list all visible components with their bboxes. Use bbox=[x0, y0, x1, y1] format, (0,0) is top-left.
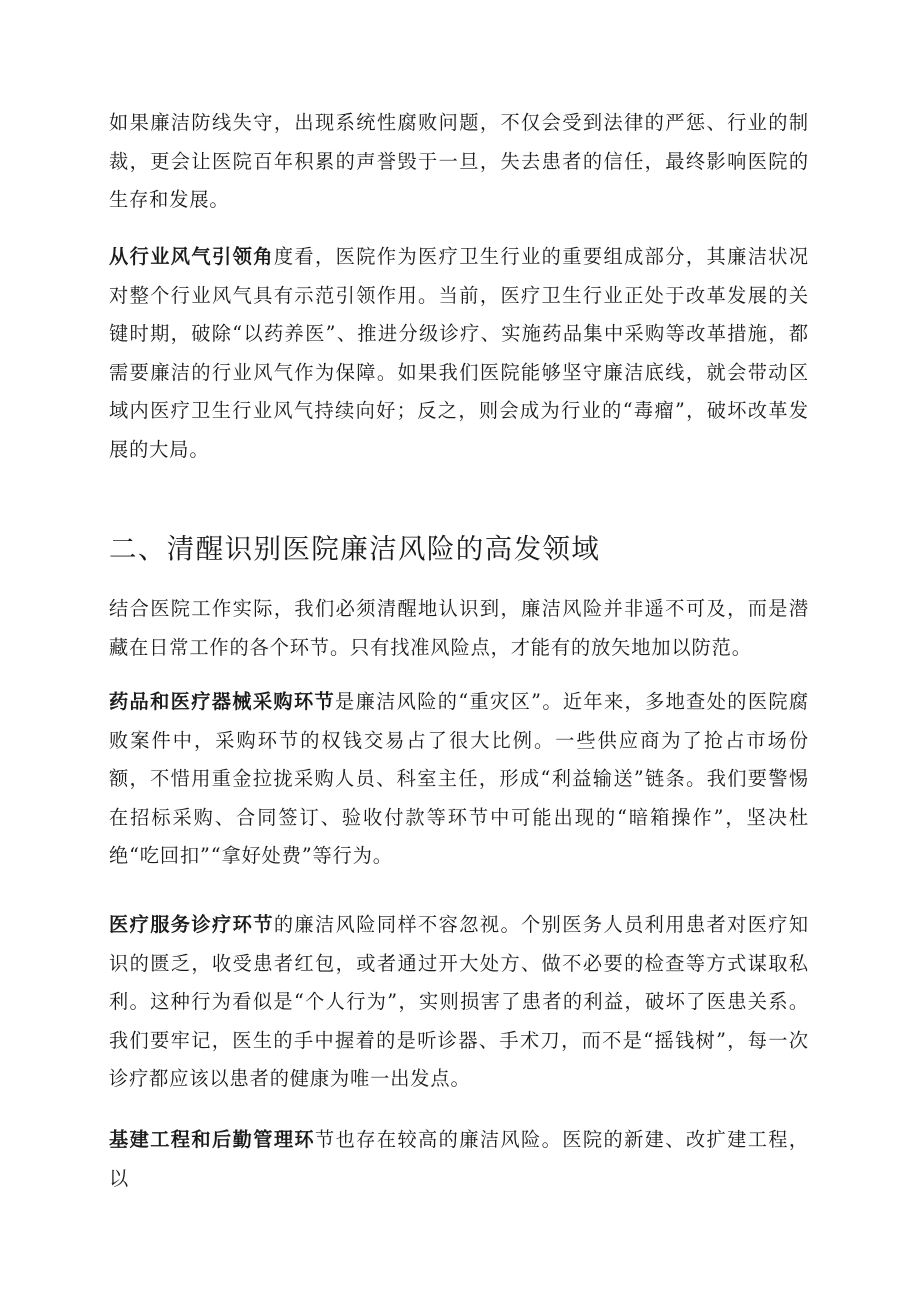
paragraph-industry-ethos bbox=[109, 238, 809, 469]
paragraph-lead: 药品和医疗器械采购环节 bbox=[109, 690, 336, 713]
paragraph-lead: 医疗服务诊疗环节 bbox=[109, 913, 274, 936]
paragraph-lead: 从行业风气引领角 bbox=[109, 245, 274, 268]
paragraph-procurement bbox=[109, 683, 809, 876]
paragraph-text: 结合医院工作实际，我们必须清醒地认识到，廉洁风险并非遥不可及，而是潜藏在日常工作的各个环节。只有找准风险点，才能有的放矢地加以防范。 bbox=[109, 597, 809, 659]
paragraph-infrastructure bbox=[109, 1121, 809, 1198]
paragraph-intro bbox=[109, 590, 809, 667]
paragraph-lead: 基建工程和后勤管理环 bbox=[109, 1128, 316, 1151]
section-heading: 二、清醒识别医院廉洁风险的高发领域 bbox=[109, 533, 601, 565]
paragraph-text: 如果廉洁防线失守，出现系统性腐败问题，不仅会受到法律的严惩、行业的制裁，更会让医院百年积累的声誉毁于一旦，失去患者的信任，最终影响医院的生存和发展。 bbox=[109, 111, 809, 211]
paragraph-text: 度看，医院作为医疗卫生行业的重要组成部分，其廉洁状况对整个行业风气具有示范引领作用。当前，医疗卫生行业正处于改革发展的关键时期，破除“以药养医”、推进分级诊疗、实施药品集中采购等改革措施，都需要廉洁的行业风气作为保障。如果我们医院能够坚守廉洁底线，就会带动区域内医疗卫生行业风气持续向好；反之，则会成为行业的“毒瘤”，破坏改革发展的大局。 bbox=[109, 245, 809, 461]
paragraph-text: 节也存在较高的廉洁风险。医院的新建、改扩建工程，以 bbox=[109, 1128, 809, 1190]
paragraph-text: 的廉洁风险同样不容忽视。个别医务人员利用患者对医疗知识的匮乏，收受患者红包，或者通过开大处方、做不必要的检查等方式谋取私利。这种行为看似是“个人行为”，实则损害了患者的利益，破坏了医患关系。我们要牢记，医生的手中握着的是听诊器、手术刀，而不是“摇钱树”，每一次诊疗都应该以患者的健康为唯一出发点。 bbox=[109, 913, 809, 1090]
paragraph-medical-service bbox=[109, 906, 809, 1099]
paragraph-text: 是廉洁风险的“重灾区”。近年来，多地查处的医院腐败案件中，采购环节的权钱交易占了很大比例。一些供应商为了抢占市场份额，不惜用重金拉拢采购人员、科室主任，形成“利益输送”链条。我们要警惕在招标采购、合同签订、验收付款等环节中可能出现的“暗箱操作”，坚决杜绝“吃回扣”“拿好处费”等行为。 bbox=[109, 690, 810, 867]
paragraph-credibility bbox=[109, 104, 809, 220]
